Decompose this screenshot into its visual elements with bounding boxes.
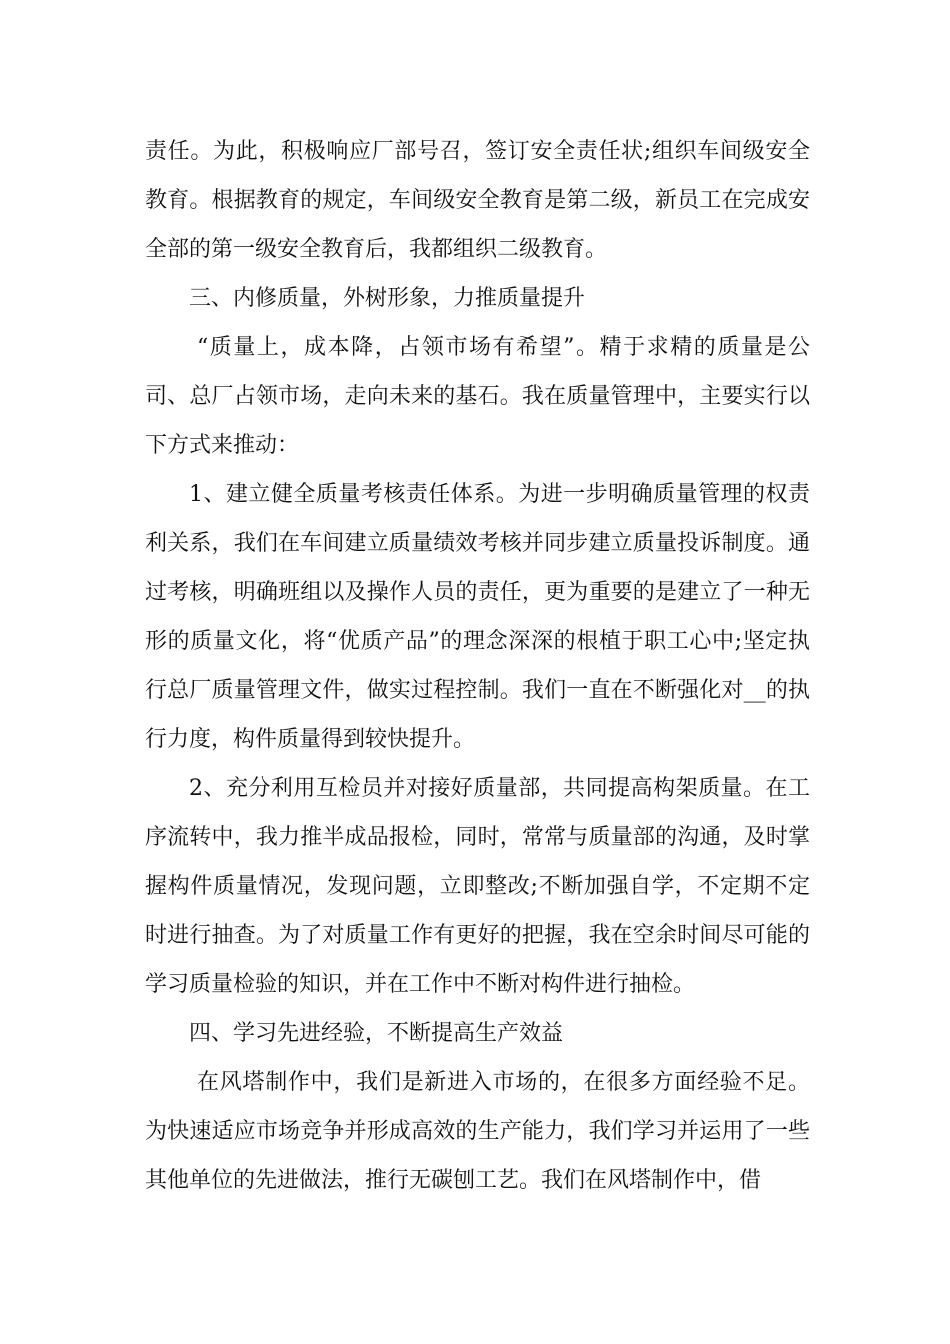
paragraph-safety-education: 责任。为此，积极响应厂部号召，签订安全责任状;组织车间级安全教育。根据教育的规定，车间级安全教育是第二级，新员工在完成安全部的第一级安全教育后，我都组织二级教育。 (145, 139, 810, 262)
paragraph-wind-tower: 在风塔制作中，我们是新进入市场的，在很多方面经验不足。为快速适应市场竞争并形成高效的生产能力，我们学习并运用了一些其他单位的先进做法，推行无碳刨工艺。我们在风塔制作中，借 (145, 1070, 810, 1193)
document-body (145, 127, 810, 1205)
paragraph-quality-system: 1、建立健全质量考核责任体系。为进一步明确质量管理的权责利关系，我们在车间建立质量绩效考核并同步建立质量投诉制度。通过考核，明确班组以及操作人员的责任，更为重要的是建立了一种无形的质量文化，将“优质产品”的理念深深的根植于职工心中;坚定执行总厂质量管理文件，做实过程控制。我们一直在不断强化对__的执行力度，构件质量得到较快提升。 (145, 482, 810, 752)
section-heading-learning: 四、学习先进经验，不断提高生产效益 (189, 1021, 564, 1046)
paragraph-quality-slogan: “质量上，成本降，占领市场有希望”。精于求精的质量是公司、总厂占领市场，走向未来的基石。我在质量管理中，主要实行以下方式来推动： (145, 335, 810, 458)
paragraph-inspection: 2、充分利用互检员并对接好质量部，共同提高构架质量。在工序流转中，我力推半成品报检，同时，常常与质量部的沟通，及时掌握构件质量情况，发现问题，立即整改;不断加强自学，不定期不定时进行抽查。为了对质量工作有更好的把握，我在空余时间尽可能的学习质量检验的知识，并在工作中不断对构件进行抽检。 (145, 776, 810, 997)
section-heading-quality: 三、内修质量，外树形象，力推质量提升 (189, 286, 586, 311)
